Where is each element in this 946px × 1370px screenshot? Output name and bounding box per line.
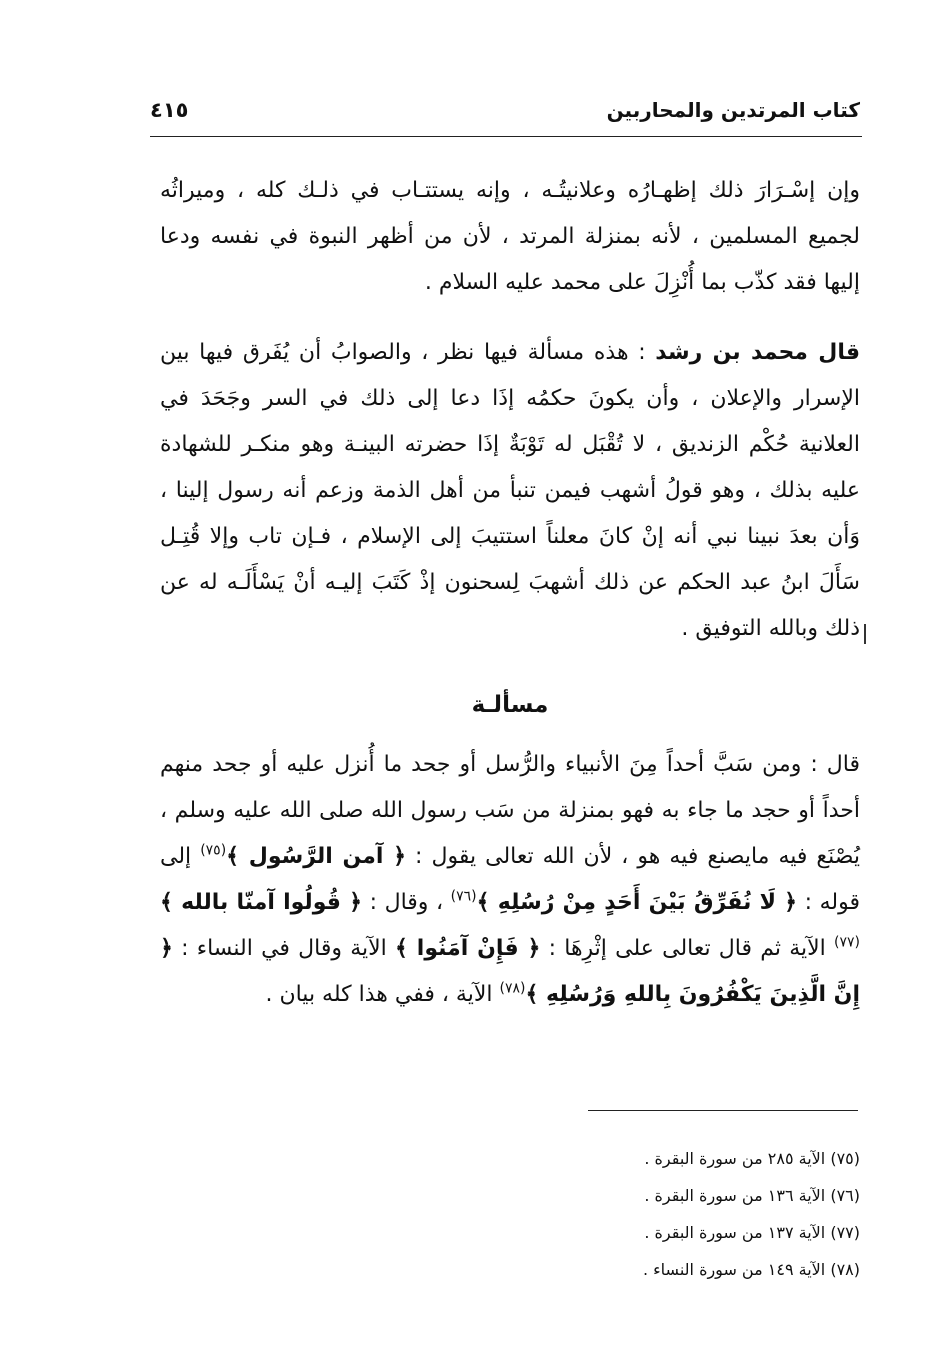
book-title: كتاب المرتدين والمحاربين xyxy=(606,98,860,122)
quran-quote-1: ﴿ آمن الرَّسُول ﴾ xyxy=(226,844,407,869)
paragraph-3 xyxy=(160,742,860,1018)
paragraph-2-text: : هذه مسألة فيها نظر ، والصوابُ أن يُفَرق فيها بين الإسرار والإعلان ، وأن يكونَ حكمُه إذَا دعا إلى ذلك في السر وجَحَدَ في العلانية حُكْم الزنديق ، لا تُقْبَل له تَوْبَةٌ إذَا حضرته البينـة وهو منكـر للشهادة عليه بذلك ، وهو قولُ أشهب فيمن تنبأ من أهل الذمة وزعم أنه رسول إلينا ، وَأن بعدَ نبينا نبي أنه إنْ كانَ معلناً استتيبَ إلى الإسلام ، فـإن تاب وإلا قُتِـل سَأَلَ ابنُ عبد الحكم عن ذلك أشهبَ لِسحنون إذْ كَتَبَ إليـه أنْ يَسْأَلَـه له عن ذلك وبالله التوفيق . xyxy=(160,340,860,641)
footnote-75: (٧٥) الآية ٢٨٥ من سورة البقرة . xyxy=(644,1149,860,1168)
p3-part1: قال : ومن سَبَّ أحداً مِنَ الأنبياء والرُّسل أو جحد ما أُنزل عليه أو جحد منهم أحداً أو حجد ما جاء به فهو بمنزلة من سَب رسول الله صلى الله عليه وسلم ، يُصْنَع فيه مايصنع فيه هو ، لأن الله تعالى يقول : xyxy=(160,752,860,869)
margin-mark xyxy=(864,624,866,644)
quran-quote-3: ﴿ قُولُوا آمنّا بالله ﴾ xyxy=(160,890,363,915)
speaker-name: قال محمد بن رشد xyxy=(655,340,861,365)
section-heading: مسألـة xyxy=(471,692,549,718)
footnote-ref-76[interactable]: (٧٦) xyxy=(450,888,477,905)
footnote-rule xyxy=(588,1110,858,1111)
footnote-76: (٧٦) الآية ١٣٦ من سورة البقرة . xyxy=(644,1186,860,1205)
footnote-78: (٧٨) الآية ١٤٩ من سورة النساء . xyxy=(642,1260,860,1279)
page-header xyxy=(150,96,860,136)
paragraph-1: وإن إسْـرَارَ ذلك إظهـارُه وعلانيتُـه ، وإنه يستتـاب في ذلـك كله ، وميراثُه لجميع المسلمين ، لأنه بمنزلة المرتد ، لأن من أظهر النبوة في نفسه ودعا إليها فقد كذّب بما أُنْزِلَ على محمد عليه السلام . xyxy=(160,178,860,295)
p3-part3: ، وقال : xyxy=(362,890,451,915)
p3-part2: إلى قوله : xyxy=(160,844,861,915)
p3-part6: الآية ، ففي هذا كله بيان . xyxy=(265,982,500,1007)
footnote-ref-77[interactable]: (٧٧) xyxy=(834,934,860,951)
paragraph-2 xyxy=(160,330,860,652)
footnote-77: (٧٧) الآية ١٣٧ من سورة البقرة . xyxy=(644,1223,860,1242)
p3-part5: الآية وقال في النساء : xyxy=(172,936,396,961)
footnote-ref-75[interactable]: (٧٥) xyxy=(200,842,227,859)
header-rule xyxy=(150,136,862,137)
quran-quote-2: ﴿ لَا نُفَرِّقُ بَيْنَ أَحَدٍ مِنْ رُسُلِهِ ﴾ xyxy=(476,890,798,915)
quran-quote-4: ﴿ فَإِنْ آمَنُوا ﴾ xyxy=(395,936,541,961)
p3-part4: الآية ثم قال تعالى على إثْرِهَا : xyxy=(540,936,835,961)
footnote-ref-78[interactable]: (٧٨) xyxy=(499,980,526,997)
page-number: ٤١٥ xyxy=(150,98,189,122)
footnotes-list xyxy=(160,1140,860,1288)
quran-quote-5: ﴿ إِنَّ الَّذِينَ يَكْفُرُونَ بِاللهِ وَرُسُلِهِ ﴾ xyxy=(160,936,860,1007)
